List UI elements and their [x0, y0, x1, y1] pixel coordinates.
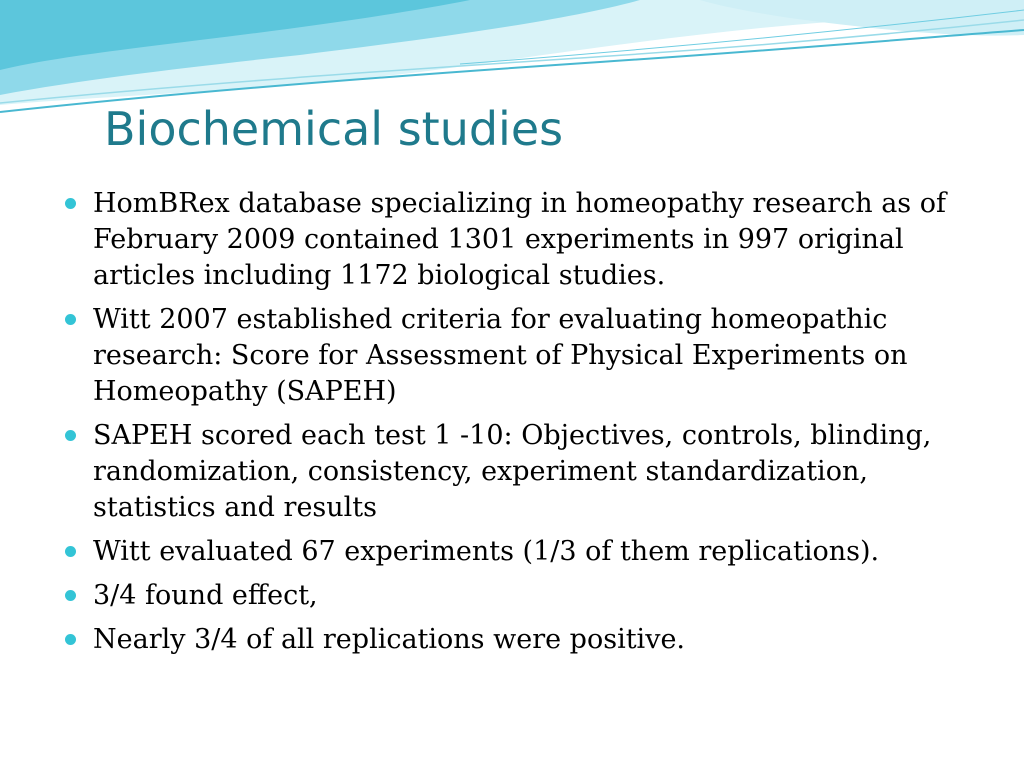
bullet-list — [64, 186, 984, 666]
bullet-text: Witt 2007 established criteria for evaluating homeopathic research: Score for Assessment of Physical Experiments on Homeopathy (SAPEH) — [93, 304, 917, 407]
bullet-dot-icon — [65, 198, 76, 209]
bullet-dot-icon — [65, 634, 76, 645]
bullet-text: SAPEH scored each test 1 -10: Objectives, controls, blinding, randomization, consistency, experiment standardization, statistics and results — [93, 420, 949, 523]
bullet-dot-icon — [65, 430, 76, 441]
bullet-text: 3/4 found effect, — [93, 580, 318, 611]
bullet-text: Witt evaluated 67 experiments (1/3 of them replications). — [93, 536, 880, 567]
bullet-dot-icon — [65, 590, 76, 601]
bullet-item — [64, 578, 984, 614]
bullet-dot-icon — [65, 314, 76, 325]
bullet-item — [64, 534, 984, 570]
slide-title: Biochemical studies — [104, 102, 564, 156]
bullet-dot-icon — [65, 546, 76, 557]
bullet-item — [64, 302, 984, 410]
bullet-item — [64, 186, 984, 294]
bullet-item — [64, 418, 984, 526]
bullet-text: Nearly 3/4 of all replications were positive. — [93, 624, 686, 655]
bullet-text: HomBRex database specializing in homeopathy research as of February 2009 contained 1301 experiments in 997 original articles including 1172 biological studies. — [93, 188, 955, 291]
bullet-item — [64, 622, 984, 658]
